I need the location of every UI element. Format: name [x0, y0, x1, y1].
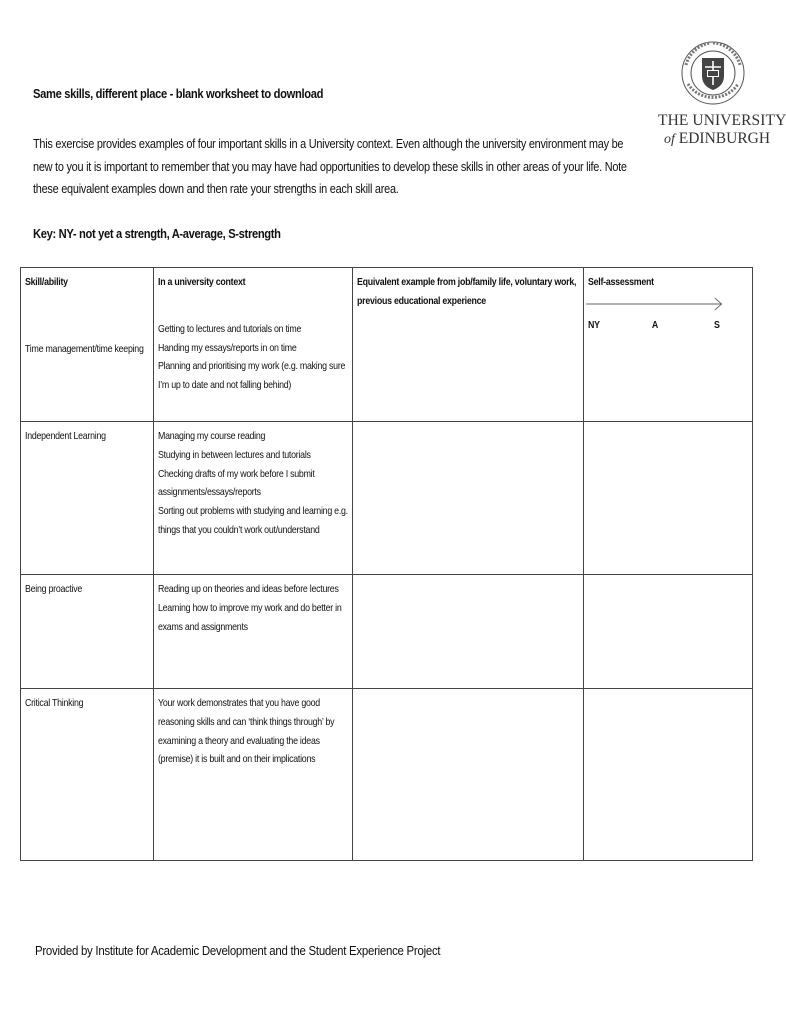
scale-label-s: S — [714, 318, 720, 331]
cell-content — [25, 580, 149, 599]
table-cell — [21, 575, 154, 689]
footer-credit: Provided by Institute for Academic Development and the Student Experience Project — [35, 943, 441, 958]
cell-content — [158, 273, 348, 395]
skill-name: Critical Thinking — [25, 697, 84, 709]
context-item: Reading up on theories and ideas before lectures — [158, 583, 339, 595]
table-cell — [154, 689, 353, 861]
context-item: Checking drafts of my work before I submit assignments/essays/reports — [158, 467, 315, 499]
context-item: Handing my essays/reports in on time — [158, 341, 297, 354]
table-row — [21, 422, 753, 575]
wordmark-line2 — [658, 130, 771, 148]
wordmark-of: of — [664, 132, 675, 147]
equivalent-example-cell[interactable] — [353, 268, 584, 422]
table-row — [21, 268, 753, 422]
table-cell — [154, 575, 353, 689]
header-equivalent: Equivalent example from job/family life, voluntary work, previous educational experience — [357, 276, 577, 307]
context-list — [158, 580, 348, 636]
cell-content — [25, 427, 149, 446]
context-item: Sorting out problems with studying and learning e.g. things that you couldn’t work out/understand — [158, 505, 348, 536]
cell-content — [588, 273, 748, 332]
table-cell — [21, 689, 154, 861]
university-crest-icon — [680, 40, 746, 106]
skills-table — [20, 267, 753, 861]
cell-content — [25, 694, 149, 713]
table-row — [21, 689, 753, 861]
self-assessment-cell[interactable] — [584, 575, 753, 689]
table-row — [21, 575, 753, 689]
rating-key: Key: NY- not yet a strength, A-average, S-strength — [33, 226, 281, 241]
context-list — [158, 427, 348, 540]
context-item: Studying in between lectures and tutorials — [158, 448, 311, 461]
university-wordmark — [658, 112, 786, 148]
document-title: Same skills, different place - blank worksheet to download — [33, 86, 324, 101]
equivalent-example-cell[interactable] — [353, 422, 584, 575]
self-assessment-scale — [588, 292, 748, 332]
scale-label-ny: NY — [588, 318, 600, 331]
wordmark-line1: THE UNIVERSITY — [658, 112, 786, 129]
skill-name: Independent Learning — [25, 430, 106, 442]
cell-content — [25, 273, 149, 359]
context-list — [158, 320, 348, 395]
self-assessment-cell[interactable] — [584, 268, 753, 422]
context-item: Planning and prioritising my work (e.g. making sure I’m up to date and not falling behind) — [158, 360, 346, 392]
context-list — [158, 694, 348, 769]
skill-name: Being proactive — [25, 583, 83, 595]
context-item: Getting to lectures and tutorials on time — [158, 322, 302, 335]
scale-label-a: A — [651, 318, 658, 331]
context-item: Managing my course reading — [158, 430, 266, 442]
self-assessment-cell[interactable] — [584, 689, 753, 861]
equivalent-example-cell[interactable] — [353, 689, 584, 861]
intro-paragraph: This exercise provides examples of four important skills in a University context. Even although the university environment may be new to you it is important to remember that you may have had opportunities to develop these skills in other areas of your life. Note these equivalent examples down and then rate your strengths in each skill area. — [33, 136, 627, 196]
equivalent-example-cell[interactable] — [353, 575, 584, 689]
header-skill: Skill/ability — [25, 276, 68, 288]
table-cell — [154, 422, 353, 575]
wordmark-name: EDINBURGH — [678, 130, 771, 147]
context-item: Learning how to improve my work and do better in exams and assignments — [158, 601, 342, 633]
header-self-assessment: Self-assessment — [588, 276, 654, 288]
scale-arrow-icon — [585, 296, 728, 312]
self-assessment-cell[interactable] — [584, 422, 753, 575]
context-item: Your work demonstrates that you have good reasoning skills and can ‘think things through’ by examining a theory and evaluating the ideas (premise) it is built and on their implications — [158, 697, 335, 766]
table-cell — [21, 422, 154, 575]
table-cell — [21, 268, 154, 422]
table-cell — [154, 268, 353, 422]
cell-content — [357, 273, 579, 311]
skill-name: Time management/time keeping — [25, 342, 144, 355]
header-context: In a university context — [158, 276, 246, 288]
